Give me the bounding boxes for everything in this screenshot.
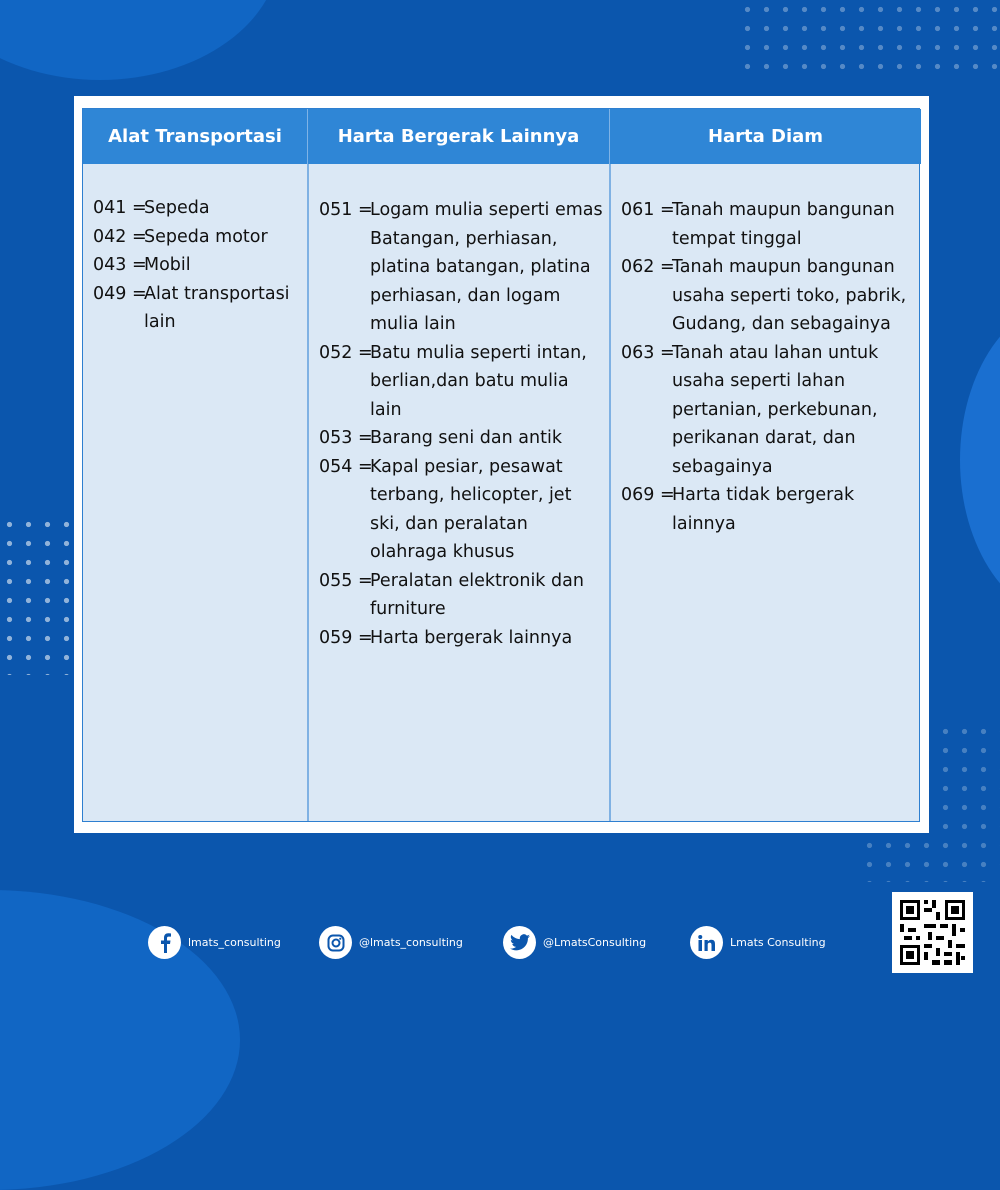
footer-linkedin[interactable] — [690, 926, 826, 959]
list-item — [93, 251, 307, 280]
item-text: Batu mulia seperti intan, berlian,dan batu mulia lain — [370, 342, 587, 420]
item-text: Logam mulia seperti emas Batangan, perhiasan, platina batangan, platina perhiasan, dan logam mulia lain — [370, 200, 603, 334]
item-code: 055 = — [319, 570, 373, 591]
item-code: 069 = — [621, 485, 675, 505]
column-alat-transportasi — [83, 164, 307, 821]
footer-twitter[interactable] — [503, 926, 646, 959]
facebook-handle[interactable]: lmats_consulting — [188, 936, 281, 949]
item-code: 049 = — [93, 283, 147, 304]
item-code: 051 = — [319, 200, 373, 220]
list-item — [93, 194, 307, 223]
item-code: 054 = — [319, 456, 373, 477]
item-text: Tanah maupun bangunan usaha seperti toko, pabrik, Gudang, dan sebagainya — [672, 257, 907, 334]
list-item — [319, 339, 609, 425]
item-code: 052 = — [319, 342, 373, 363]
decor-circle — [960, 300, 1000, 620]
instagram-handle[interactable]: @lmats_consulting — [359, 936, 463, 949]
list-item — [621, 339, 921, 482]
facebook-icon[interactable] — [148, 926, 181, 959]
asset-code-table — [82, 108, 920, 822]
list-item — [319, 453, 609, 567]
item-code: 041 = — [93, 198, 147, 218]
item-text: Sepeda — [144, 198, 210, 218]
item-text: Alat transportasi lain — [144, 283, 290, 332]
column-harta-diam — [609, 164, 921, 821]
item-text: Harta tidak bergerak lainnya — [672, 485, 855, 534]
decor-dots — [738, 0, 998, 80]
twitter-handle[interactable]: @LmatsConsulting — [543, 936, 647, 949]
item-code: 042 = — [93, 226, 147, 247]
linkedin-icon[interactable] — [690, 926, 723, 959]
list-item — [319, 624, 609, 653]
header-alat-transportasi: Alat Transportasi — [83, 109, 307, 164]
list-item — [621, 196, 921, 253]
decor-dots — [0, 515, 74, 675]
item-text: Tanah atau lahan untuk usaha seperti lahan pertanian, perkebunan, perikanan darat, dan sebagainya — [672, 342, 879, 477]
list-item — [319, 567, 609, 624]
footer-instagram[interactable] — [319, 926, 463, 959]
table-panel — [74, 96, 929, 833]
item-text: Sepeda motor — [144, 226, 268, 247]
list-item — [621, 253, 921, 339]
column-harta-bergerak — [307, 164, 609, 821]
list-item — [319, 424, 609, 453]
list-item — [93, 280, 307, 337]
linkedin-handle[interactable]: Lmats Consulting — [730, 936, 826, 949]
item-code: 043 = — [93, 255, 147, 275]
item-text: Tanah maupun bangunan tempat tinggal — [672, 200, 895, 249]
item-text: Barang seni dan antik — [370, 428, 562, 448]
item-code: 061 = — [621, 200, 675, 220]
footer-facebook[interactable] — [148, 926, 281, 959]
instagram-icon[interactable] — [319, 926, 352, 959]
item-text: Kapal pesiar, pesawat terbang, helicopter, jet ski, dan peralatan olahraga khusus — [370, 456, 572, 562]
item-code: 053 = — [319, 428, 373, 448]
header-harta-diam: Harta Diam — [609, 109, 921, 164]
item-code: 063 = — [621, 342, 675, 363]
list-item — [93, 223, 307, 252]
header-harta-bergerak: Harta Bergerak Lainnya — [307, 109, 609, 164]
decor-circle — [0, 0, 280, 80]
item-code: 059 = — [319, 627, 373, 648]
item-code: 062 = — [621, 257, 675, 277]
item-text: Mobil — [144, 255, 191, 275]
item-text: Harta bergerak lainnya — [370, 627, 573, 648]
qr-code — [892, 892, 973, 973]
list-item — [621, 481, 921, 538]
list-item — [319, 196, 609, 339]
twitter-icon[interactable] — [503, 926, 536, 959]
item-text: Peralatan elektronik dan furniture — [370, 570, 584, 619]
